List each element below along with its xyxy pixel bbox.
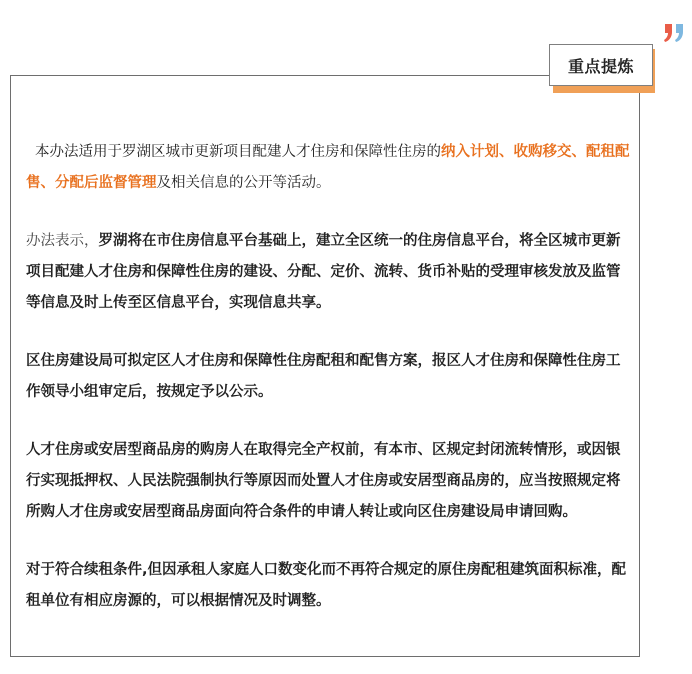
paragraph-1 <box>26 137 632 199</box>
paragraph-2-lead: 办法表示， <box>26 233 99 249</box>
paragraph-4: 人才住房或安居型商品房的购房人在取得完全产权前，有本市、区规定封闭流转情形，或因银行实现抵押权、人民法院强制执行等原因而处置人才住房或安居型商品房的，应当按照规定将所购人才住房或安居型商品房面向符合条件的申请人转让或向区住房建设局申请回购。 <box>26 442 621 520</box>
paragraph-5: 对于符合续租条件,但因承租人家庭人口数变化而不再符合规定的原住房配租建筑面积标准，配租单位有相应房源的，可以根据情况及时调整。 <box>26 562 627 609</box>
section-badge <box>549 44 653 86</box>
paragraph-2-body: 罗湖将在市住房信息平台基础上，建立全区统一的住房信息平台，将全区城市更新项目配建人才住房和保障性住房的建设、分配、定价、流转、货币补贴的受理审核发放及监管等信息及时上传至区信息平台，实现信息共享。 <box>26 233 621 311</box>
paragraph-1-outro: 及相关信息的公开等活动。 <box>156 175 331 191</box>
paragraph-1-intro: 本办法适用于罗湖区城市更新项目配建人才住房和保障性住房的 <box>35 144 441 160</box>
paragraph-3: 区住房建设局可拟定区人才住房和保障性住房配租和配售方案，报区人才住房和保障性住房工作领导小组审定后，按规定予以公示。 <box>26 353 621 400</box>
paragraph-1-highlight: 纳入计划、收购移交、配租配售、分配后监督管理 <box>26 144 630 191</box>
quote-mark-icon <box>662 20 688 50</box>
article-body <box>26 137 632 644</box>
paragraph-2 <box>26 226 632 319</box>
badge-label: 重点提炼 <box>567 56 634 76</box>
